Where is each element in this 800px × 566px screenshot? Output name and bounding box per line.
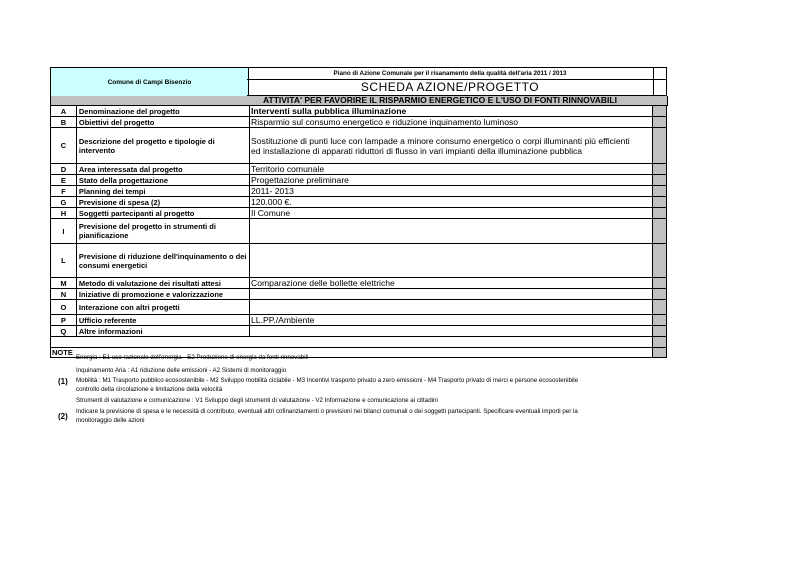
row-side-cell	[652, 175, 667, 185]
footnote-line: Inquinamento Aria : A1 riduzione delle emissioni - A2 Sistemi di monitoraggio	[76, 367, 287, 374]
row-side-cell	[652, 326, 667, 336]
blank-row	[50, 337, 667, 348]
footnote-number: (1)	[58, 377, 68, 386]
municipality-name: Comune di Campi Bisenzio	[50, 67, 249, 97]
table-row	[50, 326, 667, 337]
footnote-line: Indicare la previsione di spesa e le necessità di contributo, eventuali altri cofinanziamenti o previsioni nei bilanci comunali o dei soggetti partecipanti. Specificare eventuali importi per la	[76, 408, 578, 415]
table-row	[50, 208, 667, 219]
row-code: E	[50, 175, 77, 185]
row-value: LL.PP./Ambiente	[251, 315, 315, 325]
footnote-line: Mobilità : M1 Trasporto pubblico ecosostenibile - M2 Sviluppo mobilità ciclabile - M3 Incentivi trasporto privato a zero emissioni - M4 Trasporto privato di merci e persone ecosostenibile	[76, 377, 579, 384]
row-label: Ufficio referente	[77, 315, 250, 325]
row-code: D	[50, 164, 77, 174]
row-value: 2011- 2013	[251, 186, 294, 196]
row-value: Risparmio sul consumo energetico e riduzione inquinamento luminoso	[251, 117, 519, 127]
table-row	[50, 128, 667, 164]
table-row	[50, 117, 667, 128]
row-side-cell	[652, 348, 667, 357]
row-side-cell	[652, 128, 667, 163]
row-code: C	[50, 128, 77, 163]
footnote-line: Strumenti di valutazione e comunicazione : V1 Sviluppo degli strumenti di valutazione - V2 Informazione e comunicazione ai cittadini	[76, 397, 438, 404]
row-code: F	[50, 186, 77, 196]
row-label: Stato della progettazione	[77, 175, 250, 185]
row-code: B	[50, 117, 77, 127]
table-row	[50, 315, 667, 326]
row-label: Obiettivi del progetto	[77, 117, 250, 127]
row-side-cell	[652, 164, 667, 174]
row-code: M	[50, 278, 77, 288]
card-title: SCHEDA AZIONE/PROGETTO	[247, 79, 654, 96]
row-code: P	[50, 315, 77, 325]
card-rows	[50, 106, 667, 358]
row-code: H	[50, 208, 77, 218]
row-value: Interventi sulla pubblica illuminazione	[251, 106, 407, 116]
row-value	[250, 244, 652, 277]
row-code: L	[50, 244, 77, 277]
row-side-cell	[652, 106, 667, 116]
note-row-fill	[252, 348, 652, 357]
row-value	[250, 128, 652, 163]
row-code: O	[50, 300, 77, 314]
table-row	[50, 197, 667, 208]
row-side-cell	[652, 337, 667, 347]
row-value: Territorio comunale	[251, 164, 325, 174]
row-label: Previsione di riduzione dell'inquinamento o dei consumi energetici	[77, 244, 250, 277]
row-side-cell	[652, 289, 667, 299]
row-label: Planning dei tempi	[77, 186, 250, 196]
blank-row-fill	[51, 337, 652, 347]
table-row	[50, 244, 667, 278]
row-label: Iniziative di promozione e valorizzazione	[77, 289, 250, 299]
row-label: Previsione del progetto in strumenti di pianificazione	[77, 219, 250, 243]
table-row	[50, 164, 667, 175]
table-row	[50, 219, 667, 244]
footnote-line: monitoraggio delle azioni	[76, 417, 145, 424]
row-side-cell	[652, 244, 667, 277]
row-value: Comparazione delle bollette elettriche	[251, 278, 395, 288]
row-value: Il Comune	[251, 208, 291, 218]
table-row	[50, 289, 667, 300]
row-code: N	[50, 289, 77, 299]
row-label: Altre informazioni	[77, 326, 250, 336]
activity-banner	[50, 96, 668, 106]
row-side-cell	[652, 278, 667, 288]
row-value: Progettazione preliminare	[251, 175, 349, 185]
table-row	[50, 106, 667, 117]
table-row	[50, 186, 667, 197]
row-label: Soggetti partecipanti al progetto	[77, 208, 250, 218]
note-label: NOTE	[52, 348, 73, 357]
row-side-cell	[652, 315, 667, 325]
row-side-cell	[652, 197, 667, 207]
row-label: Denominazione del progetto	[77, 106, 250, 116]
card-header	[50, 67, 667, 96]
footnote-line: Energia : E1 uso razionale dell'energia - E2 Produzione di energia da fonti rinnovabili	[76, 354, 309, 361]
table-row	[50, 278, 667, 289]
row-code: A	[50, 106, 77, 116]
row-side-cell	[652, 186, 667, 196]
row-value	[250, 326, 652, 336]
row-value	[250, 289, 652, 299]
row-code: I	[50, 219, 77, 243]
row-side-cell	[652, 117, 667, 127]
card-title-side-cell	[653, 79, 667, 96]
row-value	[250, 300, 652, 314]
row-label: Previsione di spesa (2)	[77, 197, 250, 207]
row-value: 120.000 €.	[251, 197, 292, 207]
row-value-line-1: Sostituzione di punti luce con lampade a minore consumo energetico o corpi illuminanti più efficienti	[251, 135, 630, 146]
row-side-cell	[652, 208, 667, 218]
row-code: G	[50, 197, 77, 207]
row-label: Metodo di valutazione dei risultati attesi	[77, 278, 250, 288]
footnote-line: controllo della circolazione e limitazione della velocità	[76, 386, 223, 393]
footnote-number: (2)	[58, 412, 68, 421]
activity-title: ATTIVITA' PER FAVORIRE IL RISPARMIO ENERGETICO E L'USO DI FONTI RINNOVABILI	[263, 95, 617, 105]
row-value-line-2: ed installazione di apparati riduttori di flusso in vari impianti della illuminazione pubblica	[251, 145, 583, 156]
table-row	[50, 300, 667, 315]
row-label: Interazione con altri progetti	[77, 300, 250, 314]
row-code: Q	[50, 326, 77, 336]
row-label: Area interessata dal progetto	[77, 164, 250, 174]
row-side-cell	[652, 219, 667, 243]
row-side-cell	[652, 300, 667, 314]
row-value	[250, 219, 652, 243]
table-row	[50, 175, 667, 186]
row-label: Descrizione del progetto e tipologie di intervento	[77, 128, 250, 163]
plan-title: Piano di Azione Comunale per il risanamento della qualità dell'aria 2011 / 2013	[247, 67, 654, 80]
